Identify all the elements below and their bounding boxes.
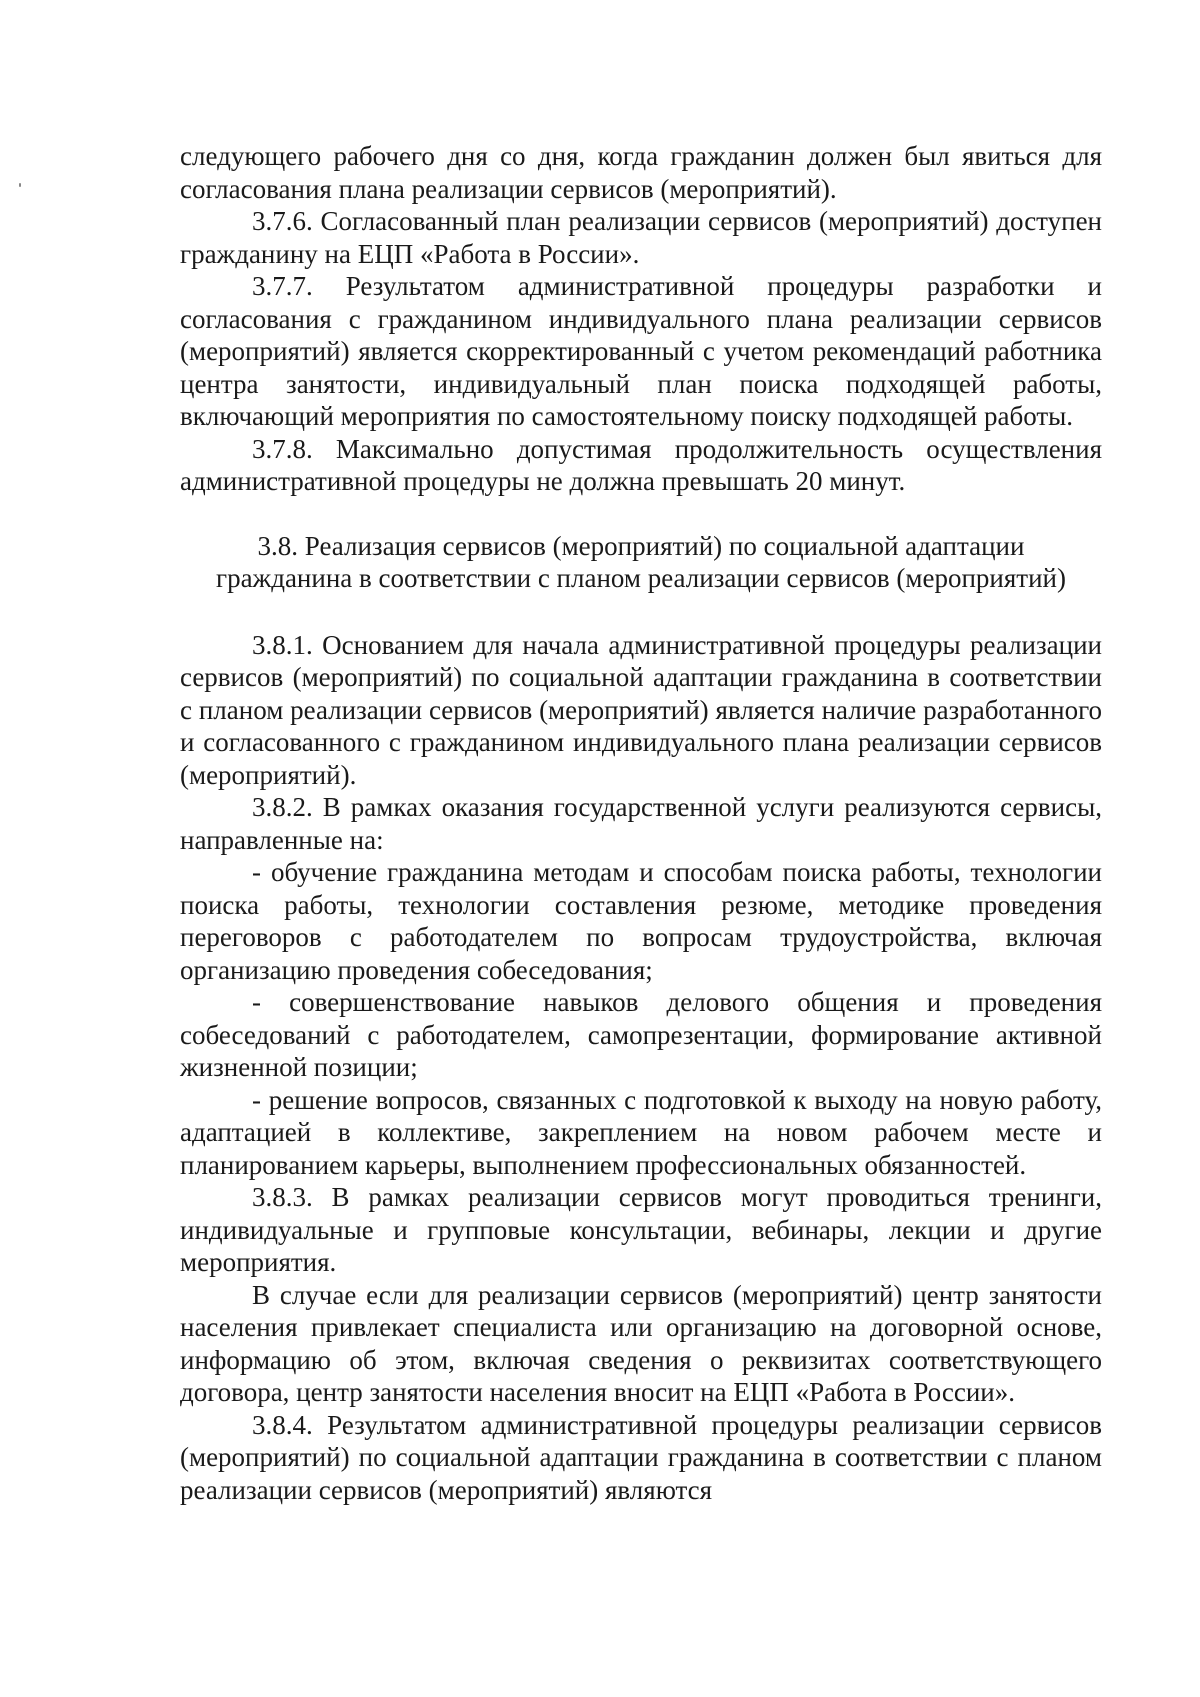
section-heading-line-2: гражданина в соответствии с планом реализации сервисов (мероприятий)	[216, 563, 1066, 593]
spacer	[180, 595, 1102, 629]
section-heading-3-8	[180, 530, 1102, 595]
scan-speck	[19, 183, 21, 187]
list-item-training: - обучение гражданина методам и способам поиска работы, технологии поиска работы, технологии составления резюме, методике проведения переговоров с работодателем по вопросам трудоустройства, включая организацию проведения собеседования;	[180, 857, 1102, 985]
paragraph-continuation: следующего рабочего дня со дня, когда гражданин должен был явиться для согласования плана реализации сервисов (мероприятий).	[180, 141, 1102, 204]
list-item-adaptation: - решение вопросов, связанных с подготовкой к выходу на новую работу, адаптацией в коллективе, закреплением на новом рабочем месте и планированием карьеры, выполнением профессиональных обязанностей.	[180, 1084, 1102, 1180]
paragraph-3-8-2: 3.8.2. В рамках оказания государственной услуги реализуются сервисы, направленные на:	[180, 792, 1102, 855]
paragraph-3-7-6: 3.7.6. Согласованный план реализации сервисов (мероприятий) доступен гражданину на ЕЦП «Работа в России».	[180, 206, 1102, 269]
spacer	[180, 498, 1102, 530]
paragraph-contract-info: В случае если для реализации сервисов (мероприятий) центр занятости населения привлекает специалиста или организацию на договорной основе, информацию об этом, включая сведения о реквизитах соответствующего договора, центр занятости населения вносит на ЕЦП «Работа в России».	[180, 1279, 1102, 1407]
list-item-communication: - совершенствование навыков делового общения и проведения собеседований с работодателем, самопрезентации, формирование активной жизненной позиции;	[180, 987, 1102, 1082]
paragraph-3-7-8: 3.7.8. Максимально допустимая продолжительность осуществления административной процедуры не должна превышать 20 минут.	[180, 433, 1102, 496]
paragraph-3-8-4: 3.8.4. Результатом административной процедуры реализации сервисов (мероприятий) по социальной адаптации гражданина в соответствии с планом реализации сервисов (мероприятий) являются	[180, 1409, 1102, 1505]
document-body	[180, 140, 1102, 1506]
paragraph-3-7-7: 3.7.7. Результатом административной процедуры разработки и согласования с гражданином индивидуального плана реализации сервисов (мероприятий) является скорректированный с учетом рекомендаций работника центра занятости, индивидуальный план поиска подходящей работы, включающий мероприятия по самостоятельному поиску подходящей работы.	[180, 271, 1102, 431]
paragraph-3-8-3: 3.8.3. В рамках реализации сервисов могут проводиться тренинги, индивидуальные и групповые консультации, вебинары, лекции и другие мероприятия.	[180, 1182, 1102, 1277]
section-heading-line-1: 3.8. Реализация сервисов (мероприятий) по социальной адаптации	[257, 530, 1025, 561]
paragraph-3-8-1: 3.8.1. Основанием для начала административной процедуры реализации сервисов (мероприятий) по социальной адаптации гражданина в соответствии с планом реализации сервисов (мероприятий) является наличие разработанного и согласованного с гражданином индивидуального плана реализации сервисов (мероприятий).	[180, 629, 1102, 790]
